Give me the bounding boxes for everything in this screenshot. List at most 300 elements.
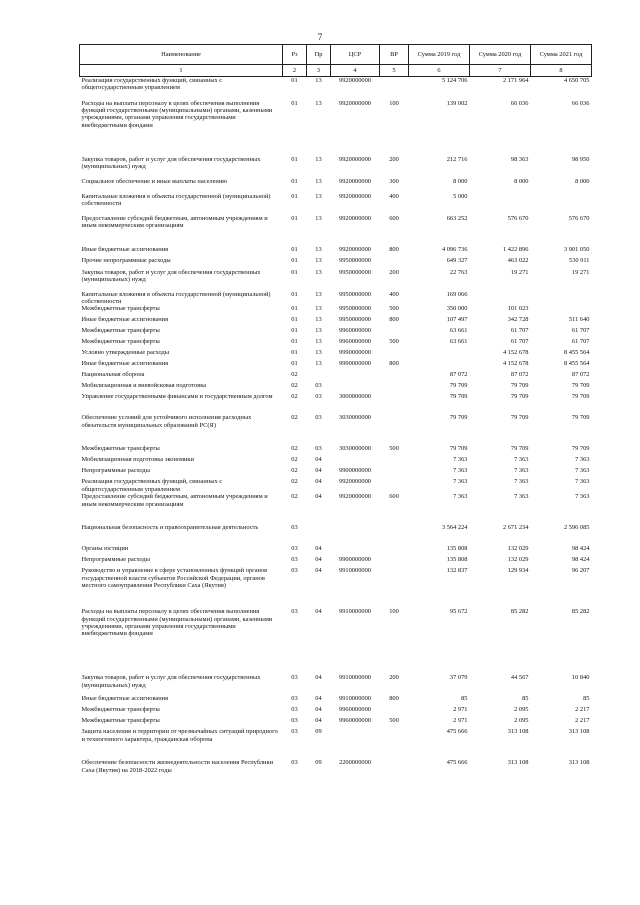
row-sum-2021: 19 271 [571, 268, 590, 276]
row-vr [380, 382, 409, 393]
row-rz: 01 [291, 256, 298, 264]
table-row [80, 371, 592, 382]
row-csr: 9910000000 [339, 608, 371, 616]
row-name: Прочие непрограммные расходы [81, 256, 171, 264]
row-name: Мобилизационная подготовка экономики [81, 456, 194, 464]
row-sum-2020: 313 108 [507, 759, 529, 767]
row-sum-2021 [531, 291, 592, 306]
row-rz: 02 [291, 371, 298, 379]
row-name: Межбюджетные трансферты [81, 445, 160, 453]
row-sum-2019: 85 [461, 695, 468, 703]
row-pr: 13 [315, 245, 322, 253]
row-sum-2019: 135 808 [446, 545, 468, 553]
row-pr: 04 [315, 695, 322, 703]
row-sum-2020: 79 709 [510, 445, 529, 453]
table-row [80, 193, 592, 215]
row-sum-2019: 475 666 [446, 759, 468, 767]
row-csr: 9950000000 [339, 268, 371, 276]
row-sum-2019: 7 363 [453, 493, 468, 501]
row-name: Иные бюджетные ассигнования [81, 245, 169, 253]
row-sum-2019: 212 716 [446, 155, 468, 163]
row-rz: 01 [291, 360, 298, 368]
row-csr: 9960000000 [339, 717, 371, 725]
table-row [80, 674, 592, 695]
row-sum-2020: 44 567 [510, 674, 529, 682]
column-number: 5 [380, 65, 409, 77]
table-row [80, 524, 592, 545]
row-sum-2021: 2 596 085 [563, 524, 590, 532]
row-sum-2020: 98 363 [510, 155, 529, 163]
row-sum-2019: 63 661 [449, 338, 468, 346]
row-pr: 04 [315, 567, 322, 575]
row-sum-2020: 19 271 [510, 268, 529, 276]
row-pr: 09 [315, 759, 322, 767]
row-vr [380, 545, 409, 556]
row-name: Межбюджетные трансферты [81, 706, 160, 714]
row-rz: 03 [291, 717, 298, 725]
table-row [80, 545, 592, 556]
row-name: Закупка товаров, работ и услуг для обеспечения государственных (муниципальных) нужд [81, 268, 261, 283]
row-vr: 500 [389, 717, 399, 725]
row-vr [380, 524, 409, 545]
table-row [80, 456, 592, 467]
row-vr: 400 [389, 192, 399, 200]
row-name: Руководство и управление в сфере установленных функций органов государственной власти субъектов Российской Федерации, органов местного самоуправления Республики Саха (Якутия) [81, 567, 268, 589]
header-row [80, 45, 592, 65]
row-sum-2019: 663 252 [446, 214, 468, 222]
row-csr [331, 545, 380, 556]
row-name: Предоставление субсидий бюджетным, автономным учреждениям и иным некоммерческим организациям [81, 493, 268, 508]
table-row [80, 246, 592, 257]
table-row [80, 467, 592, 478]
row-pr: 04 [315, 478, 322, 486]
row-sum-2019: 7 363 [453, 467, 468, 475]
row-sum-2021: 79 709 [571, 382, 590, 390]
row-sum-2021: 98 424 [571, 556, 590, 564]
row-rz: 03 [291, 545, 298, 553]
row-sum-2021: 66 036 [571, 99, 590, 107]
row-sum-2020: 4 152 678 [502, 360, 529, 368]
row-sum-2021: 576 670 [568, 214, 590, 222]
row-sum-2021: 98 424 [571, 545, 590, 553]
table-row [80, 360, 592, 371]
column-number: 3 [307, 65, 331, 77]
row-vr: 300 [389, 177, 399, 185]
table-row [80, 478, 592, 493]
row-vr: 800 [389, 316, 399, 324]
row-vr: 500 [389, 338, 399, 346]
column-number-row [80, 65, 592, 77]
row-rz: 03 [291, 759, 298, 767]
row-pr: 09 [315, 728, 322, 736]
row-name: Управление государственными финансами и государственным долгом [81, 393, 273, 401]
row-pr: 04 [315, 545, 322, 553]
row-sum-2021: 10 840 [571, 674, 590, 682]
row-pr: 13 [315, 192, 322, 200]
row-name: Межбюджетные трансферты [81, 305, 160, 313]
row-csr [331, 728, 380, 759]
row-csr: 9920000000 [339, 478, 371, 486]
row-csr: 9990000000 [339, 360, 371, 368]
row-sum-2021: 4 650 705 [563, 77, 590, 84]
row-pr: 04 [315, 556, 322, 564]
row-vr: 800 [389, 245, 399, 253]
row-sum-2019: 63 661 [449, 327, 468, 335]
row-sum-2020: 61 707 [510, 327, 529, 335]
row-pr: 03 [315, 382, 322, 390]
row-rz: 01 [291, 305, 298, 313]
row-pr: 13 [315, 305, 322, 313]
table-row [80, 382, 592, 393]
row-sum-2020 [470, 291, 531, 306]
row-sum-2021 [531, 305, 592, 316]
row-name: Иные бюджетные ассигнования [81, 316, 169, 324]
column-header-sum-2021: Сумма 2021 год [531, 45, 592, 65]
row-sum-2019: 169 066 [446, 290, 468, 298]
row-pr: 13 [315, 256, 322, 264]
row-name: Обеспечение безопасности жизнедеятельности населения Республики Саха (Якутия) на 2018-2022 годы [81, 759, 273, 774]
column-header-name: Наименование [80, 45, 283, 65]
column-number: 4 [331, 65, 380, 77]
row-csr: 9960000000 [339, 706, 371, 714]
row-rz: 01 [291, 155, 298, 163]
row-sum-2020: 132 029 [507, 545, 529, 553]
row-name: Защита населения и территории от чрезвычайных ситуаций природного и техногенного характера, гражданская оборона [81, 728, 278, 743]
row-sum-2019: 132 837 [446, 567, 468, 575]
column-header-sum-2020: Сумма 2020 год [470, 45, 531, 65]
row-rz: 01 [291, 177, 298, 185]
row-sum-2020: 4 152 678 [502, 349, 529, 357]
row-sum-2021: 2 217 [575, 706, 590, 714]
row-csr: 9920000000 [339, 155, 371, 163]
row-sum-2020: 66 036 [510, 99, 529, 107]
row-pr: 13 [315, 290, 322, 298]
row-vr: 400 [389, 290, 399, 298]
table-row [80, 291, 592, 306]
row-sum-2021: 7 363 [575, 467, 590, 475]
row-sum-2019: 2 971 [453, 717, 468, 725]
row-sum-2021: 3 901 050 [563, 245, 590, 253]
row-pr: 04 [315, 706, 322, 714]
row-sum-2020: 576 670 [507, 214, 529, 222]
row-sum-2019: 95 672 [449, 608, 468, 616]
row-rz: 01 [291, 349, 298, 357]
row-sum-2020: 313 108 [507, 728, 529, 736]
row-rz: 03 [291, 728, 298, 736]
row-csr: 2200000000 [339, 759, 371, 767]
row-rz: 01 [291, 268, 298, 276]
table-row [80, 414, 592, 445]
row-pr: 04 [315, 493, 322, 501]
row-sum-2021: 98 950 [571, 155, 590, 163]
table-row [80, 349, 592, 360]
row-rz: 01 [291, 327, 298, 335]
row-vr [380, 456, 409, 467]
row-pr: 13 [315, 327, 322, 335]
table-row [80, 215, 592, 246]
table-row [80, 493, 592, 524]
row-vr [380, 567, 409, 608]
row-vr [380, 371, 409, 382]
row-sum-2019: 5 124 706 [441, 77, 468, 84]
row-sum-2020 [470, 193, 531, 215]
row-sum-2020: 2 095 [514, 717, 529, 725]
row-sum-2020: 79 709 [510, 393, 529, 401]
row-csr: 9920000000 [339, 77, 371, 84]
row-vr [380, 478, 409, 493]
row-vr [380, 327, 409, 338]
row-sum-2019: 139 002 [446, 99, 468, 107]
row-vr [380, 393, 409, 414]
row-csr: 3030000000 [339, 445, 371, 453]
row-sum-2020: 87 072 [510, 371, 529, 379]
row-sum-2021: 61 707 [571, 338, 590, 346]
row-name: Закупка товаров, работ и услуг для обеспечения государственных (муниципальных) нужд [81, 155, 261, 170]
row-sum-2020: 61 707 [510, 338, 529, 346]
row-sum-2021: 8 455 564 [563, 349, 590, 357]
row-sum-2019: 79 709 [449, 393, 468, 401]
column-header-pr: Пр [307, 45, 331, 65]
row-name: Органы юстиции [81, 545, 129, 553]
column-header-csr: ЦСР [331, 45, 380, 65]
row-name: Закупка товаров, работ и услуг для обеспечения государственных (муниципальных) нужд [81, 674, 261, 689]
row-pr [307, 524, 331, 545]
row-rz: 02 [291, 456, 298, 464]
column-header-sum-2019: Сумма 2019 год [409, 45, 470, 65]
row-sum-2019 [409, 360, 470, 371]
table-row [80, 316, 592, 327]
row-sum-2019: 7 363 [453, 456, 468, 464]
table-row [80, 445, 592, 456]
row-csr: 9920000000 [339, 192, 371, 200]
row-rz: 01 [291, 338, 298, 346]
row-rz: 03 [291, 706, 298, 714]
row-csr: 9960000000 [339, 338, 371, 346]
table-row [80, 706, 592, 717]
row-name: Расходы на выплаты персоналу в целях обеспечения выполнения функций государственными (муниципальными) органами, казенными учреждениями, органами управления государственными внебюджетными фондами [81, 99, 273, 129]
page-number: 7 [317, 32, 323, 42]
table-row [80, 717, 592, 728]
row-csr: 9950000000 [339, 256, 371, 264]
row-sum-2019: 79 709 [449, 382, 468, 390]
row-csr: 9920000000 [339, 245, 371, 253]
row-sum-2021: 511 640 [568, 316, 590, 324]
row-vr [380, 759, 409, 790]
table-row [80, 327, 592, 338]
row-vr: 500 [389, 445, 399, 453]
row-csr [331, 382, 380, 393]
row-sum-2019: 3 564 224 [441, 524, 468, 532]
row-sum-2019: 37 079 [449, 674, 468, 682]
row-rz: 02 [291, 493, 298, 501]
row-name: Предоставление субсидий бюджетным, автономным учреждениям и иным некоммерческим организациям [81, 214, 268, 229]
row-name: Капитальные вложения в объекты государственной (муниципальной) собственности [81, 290, 271, 305]
row-sum-2021: 79 709 [571, 445, 590, 453]
row-sum-2020: 2 171 964 [502, 77, 529, 84]
row-sum-2020: 7 363 [514, 493, 529, 501]
row-name: Межбюджетные трансферты [81, 717, 160, 725]
row-sum-2021: 313 108 [568, 728, 590, 736]
row-vr [380, 77, 409, 100]
row-vr: 500 [389, 305, 399, 313]
row-name: Реализация государственных функций, связанных с общегосударственным управлением [81, 77, 223, 92]
row-vr: 200 [389, 155, 399, 163]
row-sum-2021: 79 709 [571, 393, 590, 401]
table-row [80, 556, 592, 567]
row-csr: 9910000000 [339, 695, 371, 703]
row-csr: 9920000000 [339, 214, 371, 222]
row-vr: 600 [389, 493, 399, 501]
row-pr: 13 [315, 360, 322, 368]
row-sum-2019: 135 808 [446, 556, 468, 564]
row-rz: 02 [291, 467, 298, 475]
row-rz: 01 [291, 290, 298, 298]
row-sum-2021: 79 709 [571, 414, 590, 422]
row-sum-2020: 101 023 [507, 305, 529, 313]
row-rz: 01 [291, 214, 298, 222]
row-csr [331, 371, 380, 382]
row-sum-2019: 350 000 [446, 305, 468, 313]
row-csr [331, 456, 380, 467]
row-csr: 9990000000 [339, 349, 371, 357]
row-sum-2019: 475 666 [446, 728, 468, 736]
row-pr: 04 [315, 456, 322, 464]
row-csr: 9920000000 [339, 177, 371, 185]
row-pr: 04 [315, 674, 322, 682]
row-sum-2019: 2 971 [453, 706, 468, 714]
row-rz: 03 [291, 556, 298, 564]
row-vr [380, 706, 409, 717]
column-number: 2 [283, 65, 307, 77]
row-rz: 03 [291, 674, 298, 682]
row-pr: 03 [315, 445, 322, 453]
row-rz: 02 [291, 478, 298, 486]
row-pr: 04 [315, 467, 322, 475]
row-rz: 01 [291, 316, 298, 324]
row-csr: 3000000000 [339, 393, 371, 401]
row-vr: 200 [389, 674, 399, 682]
row-csr: 9910000000 [339, 674, 371, 682]
row-rz: 02 [291, 445, 298, 453]
row-sum-2020: 8 000 [514, 177, 529, 185]
row-vr [380, 728, 409, 759]
row-name: Иные бюджетные ассигнования [81, 360, 169, 368]
row-sum-2019: 107 497 [446, 316, 468, 324]
row-sum-2021: 8 455 564 [563, 360, 590, 368]
column-number: 6 [409, 65, 470, 77]
row-rz: 02 [291, 393, 298, 401]
column-header-rz: Рз [283, 45, 307, 65]
row-csr [331, 524, 380, 545]
row-pr: 13 [315, 268, 322, 276]
row-rz: 01 [291, 192, 298, 200]
row-sum-2019: 7 363 [453, 478, 468, 486]
row-sum-2021: 7 363 [575, 478, 590, 486]
row-sum-2019: 22 763 [449, 268, 468, 276]
row-vr: 800 [389, 695, 399, 703]
table-row [80, 728, 592, 759]
row-vr [380, 414, 409, 445]
row-sum-2020: 129 934 [507, 567, 529, 575]
table-row [80, 608, 592, 674]
row-vr [380, 349, 409, 360]
row-sum-2019: 8 000 [453, 177, 468, 185]
column-number: 1 [80, 65, 283, 77]
row-pr: 13 [315, 177, 322, 185]
row-sum-2020: 79 709 [510, 382, 529, 390]
row-sum-2021: 87 072 [571, 371, 590, 379]
row-sum-2020: 85 282 [510, 608, 529, 616]
row-rz: 01 [291, 99, 298, 107]
table-row [80, 338, 592, 349]
row-pr: 03 [315, 414, 322, 422]
row-pr: 04 [315, 717, 322, 725]
row-sum-2020: 79 709 [510, 414, 529, 422]
row-pr: 13 [315, 338, 322, 346]
row-name: Мобилизационная и вневойсковая подготовка [81, 382, 207, 390]
row-rz: 02 [291, 382, 298, 390]
table-row [80, 305, 592, 316]
row-name: Непрограммные расходы [81, 556, 150, 564]
row-name: Социальное обеспечение и иные выплаты населению [81, 177, 228, 185]
row-sum-2021: 7 363 [575, 456, 590, 464]
row-vr: 100 [389, 99, 399, 107]
row-sum-2019 [409, 349, 470, 360]
row-sum-2021: 96 207 [571, 567, 590, 575]
row-sum-2020: 463 022 [507, 256, 529, 264]
row-pr: 04 [315, 608, 322, 616]
column-header-vr: ВР [380, 45, 409, 65]
table-row [80, 77, 592, 100]
table-row [80, 178, 592, 193]
row-sum-2021: 313 108 [568, 759, 590, 767]
row-sum-2020: 7 363 [514, 467, 529, 475]
column-number: 8 [531, 65, 592, 77]
row-pr [307, 371, 331, 382]
table-row [80, 567, 592, 608]
row-sum-2019: 649 327 [446, 256, 468, 264]
table-row [80, 393, 592, 414]
table-row [80, 100, 592, 156]
row-sum-2021: 530 911 [568, 256, 590, 264]
row-csr: 3030000000 [339, 414, 371, 422]
row-sum-2020: 132 029 [507, 556, 529, 564]
row-sum-2021: 2 217 [575, 717, 590, 725]
row-rz: 03 [291, 608, 298, 616]
row-csr: 9920000000 [339, 99, 371, 107]
row-csr: 9950000000 [339, 290, 371, 298]
table-row [80, 257, 592, 269]
row-sum-2019: 87 072 [449, 371, 468, 379]
row-rz: 01 [291, 245, 298, 253]
row-sum-2019: 79 709 [449, 445, 468, 453]
table-row [80, 695, 592, 706]
row-sum-2021: 85 [583, 695, 590, 703]
row-pr: 13 [315, 316, 322, 324]
table-row [80, 156, 592, 178]
row-rz: 02 [291, 414, 298, 422]
row-rz: 03 [291, 695, 298, 703]
row-sum-2019: 5 000 [453, 192, 468, 200]
row-csr: 9960000000 [339, 327, 371, 335]
row-sum-2021: 61 707 [571, 327, 590, 335]
row-name: Иные бюджетные ассигнования [81, 695, 169, 703]
row-sum-2020: 2 095 [514, 706, 529, 714]
row-sum-2021: 8 000 [575, 177, 590, 185]
row-name: Межбюджетные трансферты [81, 327, 160, 335]
row-name: Расходы на выплаты персоналу в целях обеспечения выполнения функций государственными (муниципальными) органами, казенными учреждениями, органами управления государственными внебюджетными фондами [81, 608, 273, 638]
row-csr: 9900000000 [339, 556, 371, 564]
